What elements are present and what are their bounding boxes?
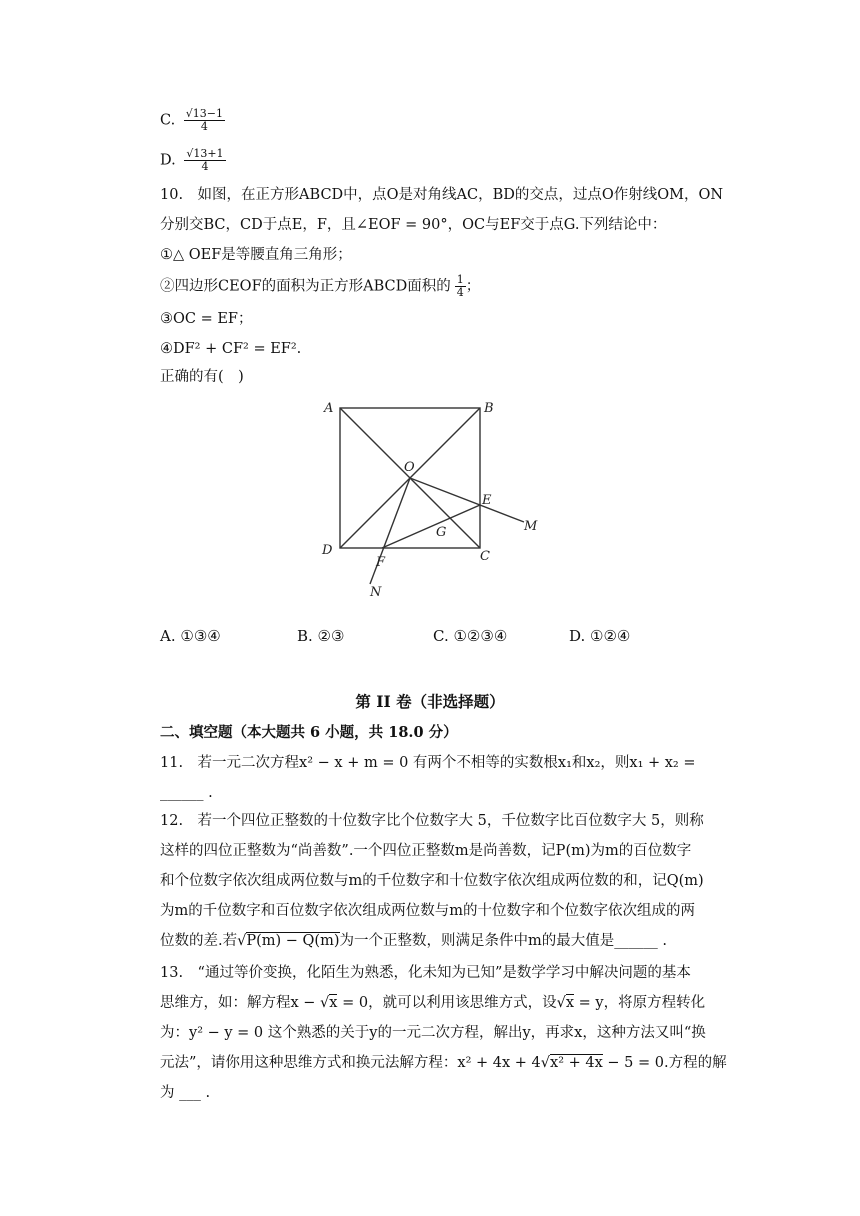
- q10-option-c: C. ①②③④: [433, 627, 508, 645]
- q10-statement-3: ③OC = EF；: [160, 311, 253, 327]
- q12-line5: 位数的差.若√P(m) − Q(m)为一个正整数，则满足条件中m的最大值是______ .: [160, 933, 667, 949]
- q12-line1: 12. 若一个四位正整数的十位数字比个位数字大 5，千位数字比百位数字大 5，则称: [160, 813, 704, 829]
- q9-option-d-fraction: $\frac{√13+1}{4}$: [186, 147, 224, 173]
- q10-option-a: A. ①③④: [160, 627, 221, 645]
- q10-option-b: B. ②③: [297, 627, 345, 645]
- q13-radical-sign-2: √: [556, 995, 566, 1011]
- label-n: N: [370, 585, 382, 600]
- q10-ask: 正确的有( ): [160, 369, 244, 385]
- label-d: D: [322, 543, 333, 558]
- q12-answer-blank[interactable]: ______: [614, 933, 658, 949]
- q13-line3: 为：y² − y = 0 这个熟悉的关于y的一元二次方程，解出y，再求x，这种方法又叫“换: [160, 1025, 706, 1041]
- q10-statement-1: ①△ OEF是等腰直角三角形；: [160, 247, 352, 263]
- q13-line1: 13. “通过等价变换，化陌生为熟悉，化未知为已知”是数学学习中解决问题的基本: [160, 965, 691, 981]
- q12-line4: 为m的千位数字和百位数字依次组成两位数与m的十位数字和个位数字依次组成的两: [160, 903, 695, 919]
- ray-om: [410, 478, 524, 522]
- label-g: G: [436, 525, 447, 540]
- q12-line2: 这样的四位正整数为“尚善数”.一个四位正整数m是尚善数，记P(m)为m的百位数字: [160, 843, 692, 859]
- label-m: M: [524, 519, 538, 534]
- q13-line5: 为 ___ .: [160, 1085, 211, 1101]
- q13-answer-blank[interactable]: ___: [179, 1085, 201, 1101]
- q11-line2: ______ .: [160, 785, 213, 801]
- q10-geometry-figure: [312, 392, 552, 602]
- q12-line3: 和个位数字依次组成两位数与m的千位数字和十位数字依次组成两位数的和，记Q(m): [160, 873, 704, 889]
- q9-option-d: D. $\frac{√13+1}{4}$: [160, 147, 224, 173]
- q10-stem-line2: 分别交BC，CD于点E，F，且∠EOF = 90°，OC与EF交于点G.下列结论中：: [160, 217, 667, 233]
- q9-option-c-fraction: $\frac{√13-1}{4}$: [185, 107, 224, 133]
- label-f: F: [376, 555, 386, 570]
- q12-radical-sign: √: [237, 933, 247, 949]
- q11-line1: 11. 若一元二次方程x² − x + m = 0 有两个不相等的实数根x₁和x₂，则x₁ + x₂ =: [160, 755, 696, 771]
- q13-line4: 元法”，请你用这种思维方式和换元法解方程：x² + 4x + 4√x² + 4x − 5 = 0.方程的解: [160, 1055, 727, 1071]
- label-o: O: [404, 460, 415, 475]
- label-e: E: [482, 493, 492, 508]
- q10-option-d: D. ①②④: [569, 627, 631, 645]
- part2-title: 第 II 卷（非选择题）: [355, 692, 505, 711]
- label-c: C: [480, 549, 490, 564]
- q11-answer-blank[interactable]: ______: [160, 785, 204, 801]
- q13-line2: 思维方，如：解方程x − √x = 0，就可以利用该思维方式，设√x = y，将原方程转化: [160, 995, 706, 1011]
- q10-statement-2: ②四边形CEOF的面积为正方形ABCD面积的 $\frac{1}{4}$ ；: [160, 273, 481, 299]
- q10-statement-4: ④DF² + CF² = EF².: [160, 341, 302, 357]
- q12-radicand: P(m) − Q(m): [246, 933, 340, 949]
- q10-stem-line1: 10. 如图，在正方形ABCD中，点O是对角线AC，BD的交点，过点O作射线OM，ON: [160, 187, 724, 203]
- label-a: A: [324, 401, 334, 416]
- section2-header: 二、填空题（本大题共 6 小题，共 18.0 分）: [160, 724, 458, 741]
- q10-statement-2-fraction: $\frac{1}{4}$: [456, 273, 464, 299]
- q9-option-c: C. $\frac{√13-1}{4}$: [160, 107, 224, 133]
- q13-radical-sign-1: √: [320, 995, 330, 1011]
- label-b: B: [484, 401, 494, 416]
- q13-radical-sign-3: √: [540, 1055, 551, 1071]
